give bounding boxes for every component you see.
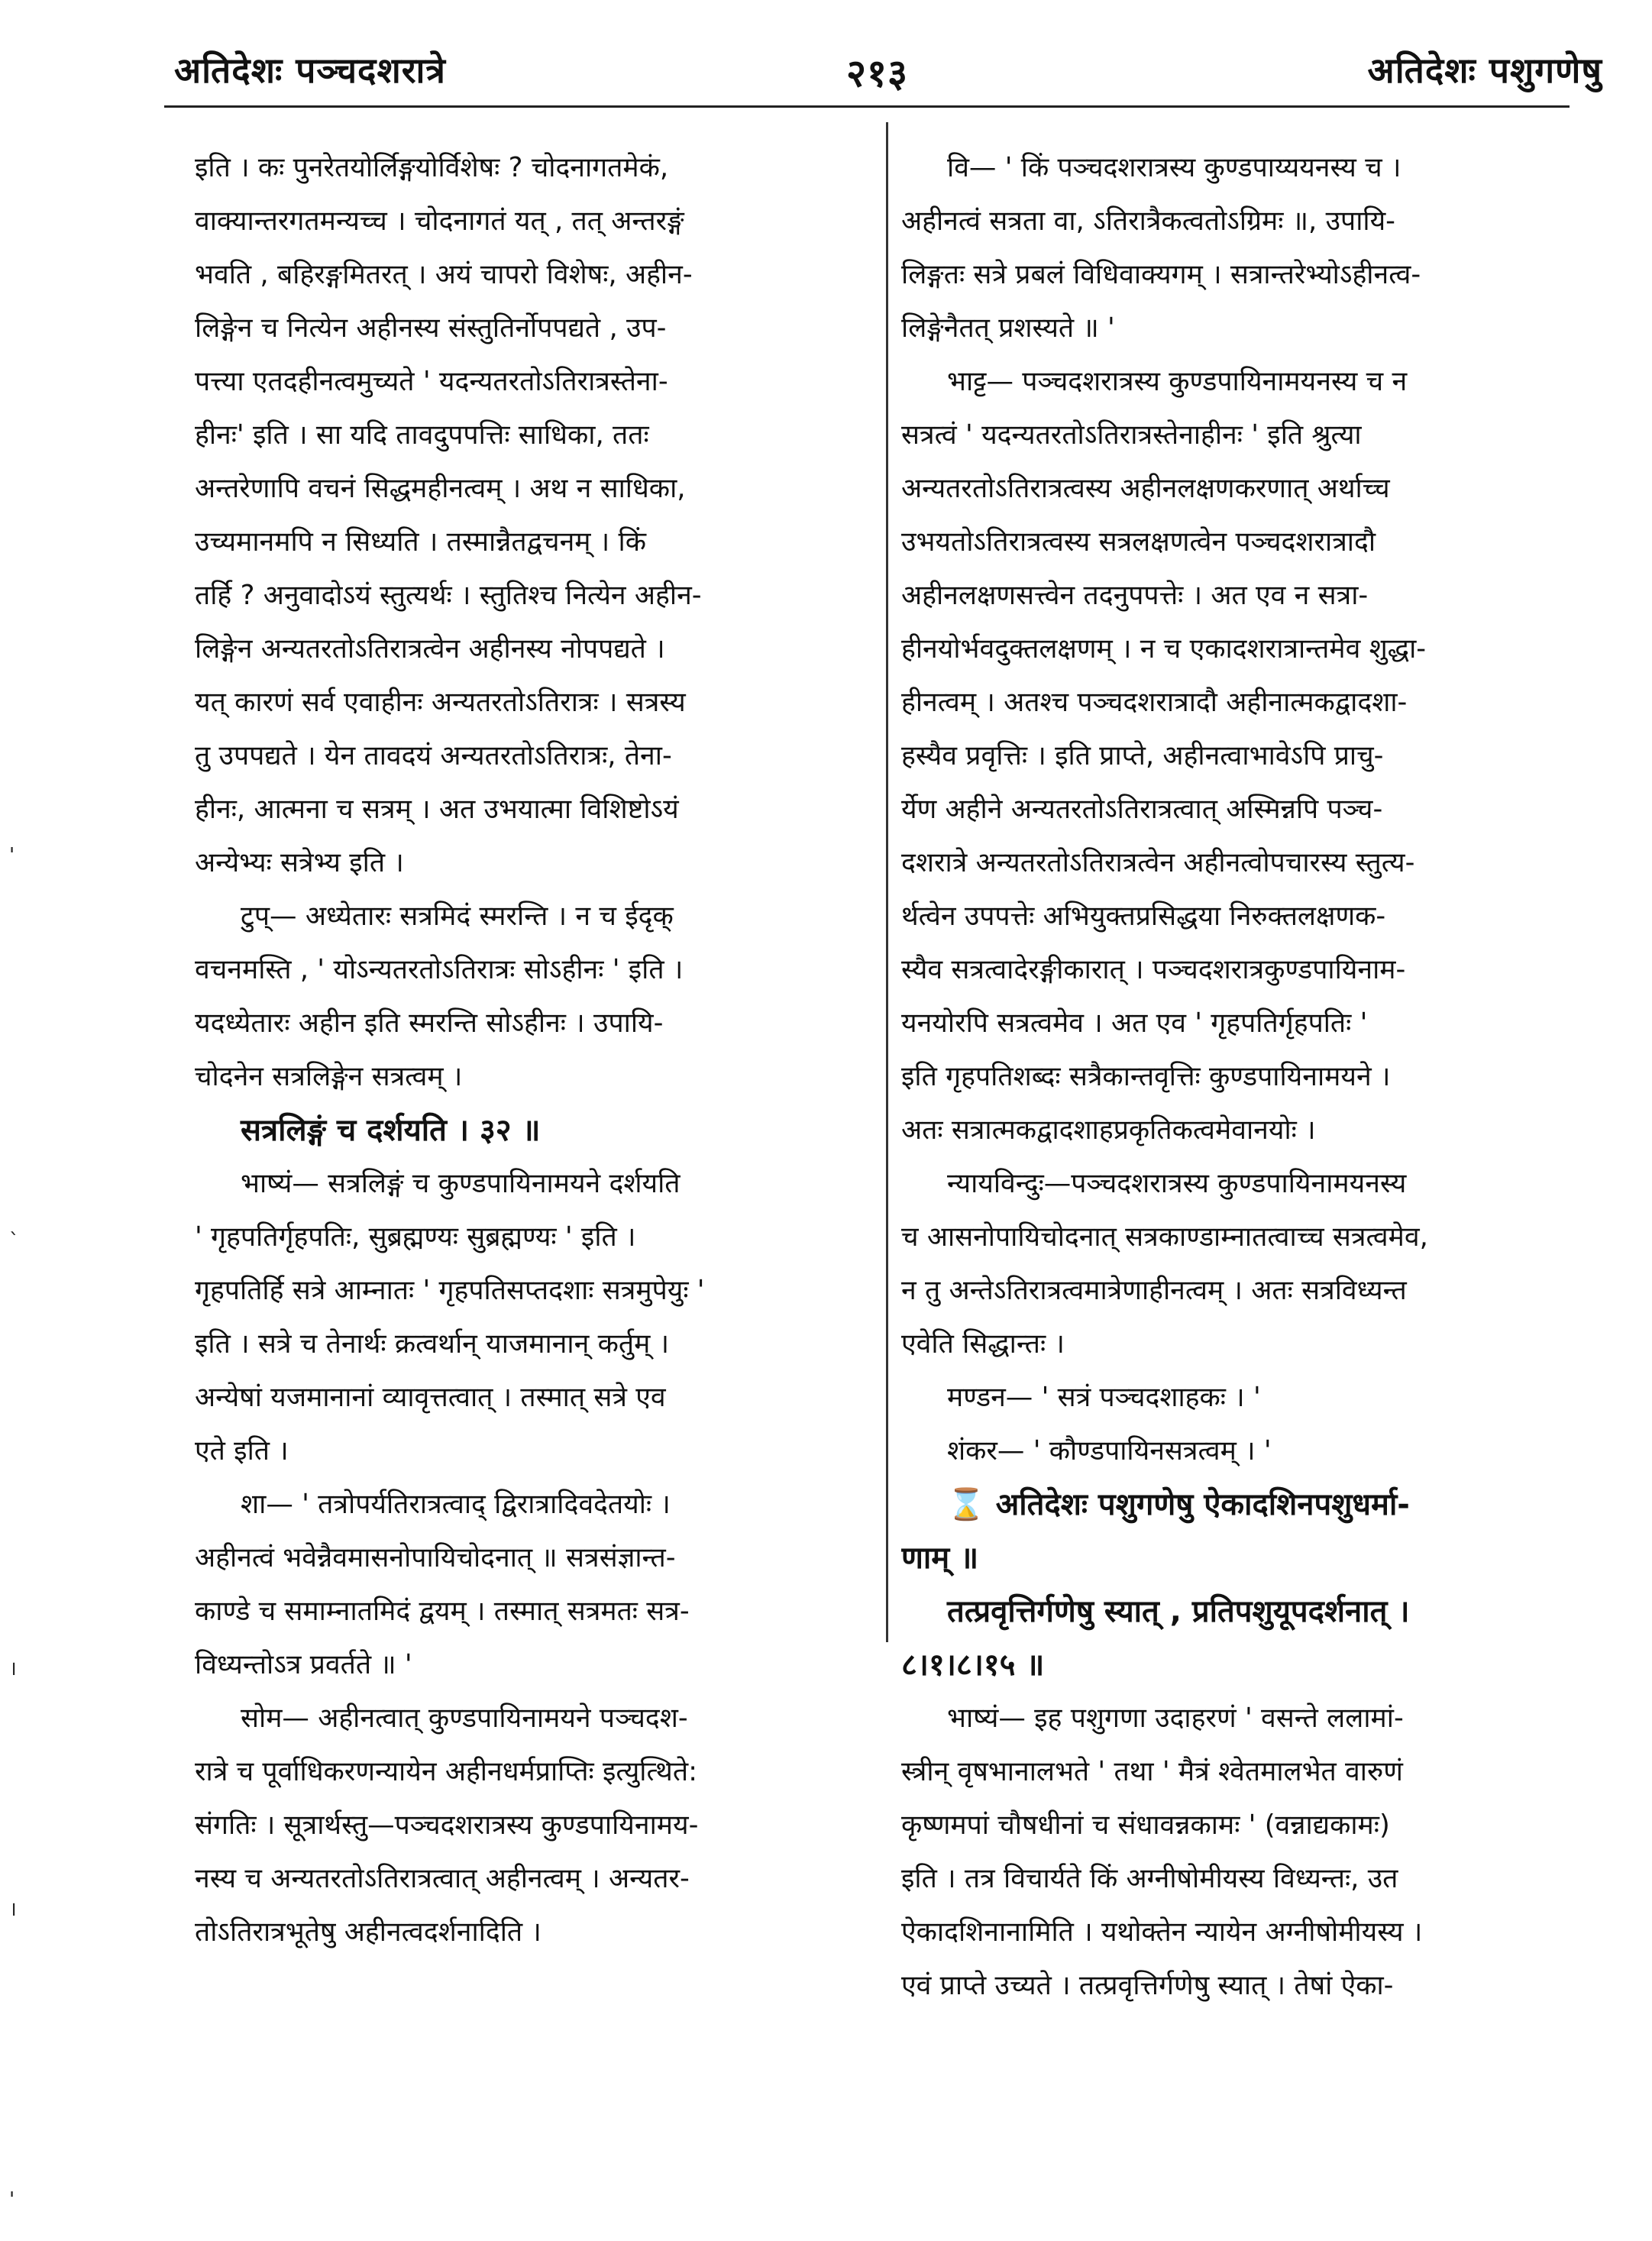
sutra-heading: सत्रलिङ्गं च दर्शयति । ३२ ॥ <box>241 1113 541 1148</box>
text-line: अतः सत्रात्मकद्वादशाहप्रकृतिकत्वमेवानयोः । <box>901 1114 1316 1146</box>
text-line: गृहपतिर्हि सत्रे आम्नातः ' गृहपतिसप्तदशाः सत्रमुपेयुः ' <box>195 1275 705 1306</box>
text-line: हीनयोर्भवदुक्तलक्षणम् । न च एकादशरात्रान्तमेव शुद्धा- <box>901 633 1427 665</box>
text-line: अन्तरेणापि वचनं सिद्धमहीनत्वम् । अथ न साधिका, <box>195 473 686 504</box>
text-line: अन्यतरतोऽतिरात्रत्वस्य अहीनलक्षणकरणात् अर्थाच्च <box>901 473 1390 504</box>
text-line: अहीनलक्षणसत्त्वेन तदनुपपत्तेः । अत एव न सत्रा- <box>901 580 1369 611</box>
text-line: चोदनेन सत्रलिङ्गेन सत्रत्वम् । <box>195 1061 463 1092</box>
bhatta-comment: भाट्ट— पञ्चदशरात्रस्य कुण्डपायिनामयनस्य च न <box>947 366 1408 397</box>
adhikarana-heading: ⌛ अतिदेशः पशुगणेषु ऐकादशिनपशुधर्मा- <box>947 1487 1410 1522</box>
text-line: दशरात्रे अन्यतरतोऽतिरात्रत्वेन अहीनत्वोपचारस्य स्तुत्य- <box>901 847 1415 878</box>
text-line: सत्रत्वं ' यदन्यतरतोऽतिरात्रस्तेनाहीनः ' इति श्रुत्या <box>901 419 1362 451</box>
text-line: उच्यमानमपि न सिध्यति । तस्मान्नैतद्वचनम् । किं <box>195 526 646 558</box>
text-line: अहीनत्वं भवेन्नैवमासनोपायिचोदनात् ॥ सत्रसंज्ञान्त- <box>195 1542 676 1573</box>
page-number: २१३ <box>846 51 908 95</box>
text-line: हीनत्वम् । अतश्च पञ्चदशरात्रादौ अहीनात्मकद्वादशा- <box>901 687 1408 718</box>
text-line: वचनमस्ति , ' योऽन्यतरतोऽतिरात्रः सोऽहीनः ' इति । <box>195 954 684 985</box>
shankara-comment: शंकर— ' कौण्डपायिनसत्रत्वम् । ' <box>947 1435 1272 1467</box>
sutra-number: ८।१।८।१५ ॥ <box>901 1648 1045 1683</box>
text-line: इति । सत्रे च तेनार्थः क्रत्वर्थान् याजमानान् कर्तुम् । <box>195 1328 670 1360</box>
text-line: नस्य च अन्यतरतोऽतिरात्रत्वात् अहीनत्वम् । अन्यतर- <box>195 1863 690 1894</box>
text-line: हीनः, आत्मना च सत्रम् । अत उभयात्मा विशिष्टोऽयं <box>195 794 679 825</box>
text-line: इति गृहपतिशब्दः सत्रैकान्तवृत्तिः कुण्डपायिनामयने । <box>901 1061 1391 1092</box>
nyayavindu-comment: न्यायविन्दुः—पञ्चदशरात्रस्य कुण्डपायिनामयनस्य <box>947 1168 1407 1199</box>
soma-comment: सोम— अहीनत्वात् कुण्डपायिनामयने पञ्चदश- <box>241 1703 688 1734</box>
vi-comment: वि— ' किं पञ्चदशरात्रस्य कुण्डपाय्ययनस्य च । <box>947 152 1401 183</box>
margin-mark: ` <box>9 1230 19 1253</box>
running-head-left: अतिदेशः पञ्चदशरात्रे <box>174 50 446 91</box>
text-line: विध्यन्तोऽत्र प्रवर्तते ॥ ' <box>195 1649 412 1680</box>
text-line: इति । तत्र विचार्यते किं अग्नीषोमीयस्य विध्यन्तः, उत <box>901 1863 1398 1894</box>
text-line: तर्हि ? अनुवादोऽयं स्तुत्यर्थः । स्तुतिश्च नित्येन अहीन- <box>195 580 702 611</box>
text-line: लिङ्गेन अन्यतरतोऽतिरात्रत्वेन अहीनस्य नोपपद्यते । <box>195 633 665 665</box>
text-line: ऐकादशिनानामिति । यथोक्तेन न्यायेन अग्नीषोमीयस्य । <box>901 1916 1423 1948</box>
bhashya-heading: भाष्यं— इह पशुगणा उदाहरणं ' वसन्ते ललामां- <box>947 1703 1404 1734</box>
bhashya-heading: भाष्यं— सत्रलिङ्गं च कुण्डपायिनामयने दर्शयति <box>241 1168 681 1199</box>
margin-mark: ' <box>9 844 15 867</box>
text-line: काण्डे च समाम्नातमिदं द्वयम् । तस्मात् सत्रमतः सत्र- <box>195 1596 690 1627</box>
text-line: लिङ्गेनैतत् प्रशस्यते ॥ ' <box>901 312 1115 344</box>
text-line: कृष्णमपां चौषधीनां च संधावन्नकामः ' (वन्नाद्यकामः) <box>901 1809 1390 1841</box>
text-line: वाक्यान्तरगतमन्यच्च । चोदनागतं यत् , तत् अन्तरङ्गं <box>195 205 684 237</box>
page-header <box>174 46 1602 107</box>
text-line: यनयोरपि सत्रत्वमेव । अत एव ' गृहपतिर्गृहपतिः ' <box>901 1007 1368 1039</box>
text-line: अन्येभ्यः सत्रेभ्य इति । <box>195 847 404 878</box>
text-line: हस्यैव प्रवृत्तिः । इति प्राप्ते, अहीनत्वाभावेऽपि प्राचु- <box>901 740 1384 771</box>
text-line: यत् कारणं सर्व एवाहीनः अन्यतरतोऽतिरात्रः । सत्रस्य <box>195 687 686 718</box>
text-line: अन्येषां यजमानानां व्यावृत्तत्वात् । तस्मात् सत्रे एव <box>195 1382 666 1413</box>
running-head-right: अतिदेशः पशुगणेषु <box>1367 50 1602 91</box>
text-line: अहीनत्वं सत्रता वा, ऽतिरात्रैकत्वतोऽग्रिमः ॥, उपायि- <box>901 205 1395 237</box>
margin-mark: । <box>9 1898 17 1921</box>
text-line: इति । कः पुनरेतयोर्लिङ्गयोर्विशेषः ? चोदनागतमेकं, <box>195 152 669 183</box>
text-line: लिङ्गतः सत्रे प्रबलं विधिवाक्यगम् । सत्रान्तरेभ्योऽहीनत्व- <box>901 259 1421 290</box>
text-line: एवं प्राप्ते उच्यते । तत्प्रवृत्तिर्गणेषु स्यात् । तेषां ऐका- <box>901 1970 1394 2001</box>
text-line: स्त्रीन् वृषभानालभते ' तथा ' मैत्रं श्वेतमालभेत वारुणं <box>901 1756 1403 1787</box>
margin-mark: ' <box>9 2188 15 2211</box>
right-column <box>901 141 1596 2013</box>
column-divider <box>886 122 888 1642</box>
shastradipika-comment: शा— ' तत्रोपर्यतिरात्रत्वाद् द्विरात्रादिवदेतयोः । <box>241 1489 671 1520</box>
tuptika-comment: टुप्— अध्येतारः सत्रमिदं स्मरन्ति । न च ईदृक् <box>241 901 674 932</box>
text-line: लिङ्गेन च नित्येन अहीनस्य संस्तुतिर्नोपपद्यते , उप- <box>195 312 667 344</box>
text-line: हीनः' इति । सा यदि तावदुपपत्तिः साधिका, ततः <box>195 419 649 451</box>
text-line: तोऽतिरात्रभूतेषु अहीनत्वदर्शनादिति । <box>195 1916 542 1948</box>
mandana-comment: मण्डन— ' सत्रं पञ्चदशाहकः । ' <box>947 1382 1261 1413</box>
header-rule <box>164 105 1570 108</box>
text-line: स्यैव सत्रत्वादेरङ्गीकारात् । पञ्चदशरात्रकुण्डपायिनाम- <box>901 954 1406 985</box>
text-line: न तु अन्तेऽतिरात्रत्वमात्रेणाहीनत्वम् । अतः सत्रविध्यन्त <box>901 1275 1407 1306</box>
text-line: ' गृहपतिर्गृहपतिः, सुब्रह्मण्यः सुब्रह्मण्यः ' इति । <box>195 1221 636 1253</box>
text-line: उभयतोऽतिरात्रत्वस्य सत्रलक्षणत्वेन पञ्चदशरात्रादौ <box>901 526 1376 558</box>
text-line: पत्त्या एतदहीनत्वमुच्यते ' यदन्यतरतोऽतिरात्रस्तेना- <box>195 366 668 397</box>
text-line: र्येण अहीने अन्यतरतोऽतिरात्रत्वात् अस्मिन्नपि पञ्च- <box>901 794 1383 825</box>
text-line: तु उपपद्यते । येन तावदयं अन्यतरतोऽतिरात्रः, तेना- <box>195 740 672 771</box>
adhikarana-heading-cont: णाम् ॥ <box>901 1541 979 1576</box>
text-line: एवेति सिद्धान्तः । <box>901 1328 1065 1360</box>
text-line: च आसनोपायिचोदनात् सत्रकाण्डाम्नातत्वाच्च सत्रत्वमेव, <box>901 1221 1428 1253</box>
margin-mark: । <box>9 1657 17 1680</box>
left-column <box>195 141 867 1959</box>
text-line: संगतिः । सूत्रार्थस्तु—पञ्चदशरात्रस्य कुण्डपायिनामय- <box>195 1809 699 1841</box>
text-line: यदध्येतारः अहीन इति स्मरन्ति सोऽहीनः । उपायि- <box>195 1007 664 1039</box>
sutra-heading: तत्प्रवृत्तिर्गणेषु स्यात् , प्रतिपशुयूपदर्शनात् । <box>947 1594 1410 1629</box>
text-line: र्थत्वेन उपपत्तेः अभियुक्तप्रसिद्धया निरुक्तलक्षणक- <box>901 901 1386 932</box>
text-line: एते इति । <box>195 1435 289 1467</box>
text-line: रात्रे च पूर्वाधिकरणन्यायेन अहीनधर्मप्राप्तिः इत्युत्थिते: <box>195 1756 698 1787</box>
text-line: भवति , बहिरङ्गमितरत् । अयं चापरो विशेषः, अहीन- <box>195 259 693 290</box>
